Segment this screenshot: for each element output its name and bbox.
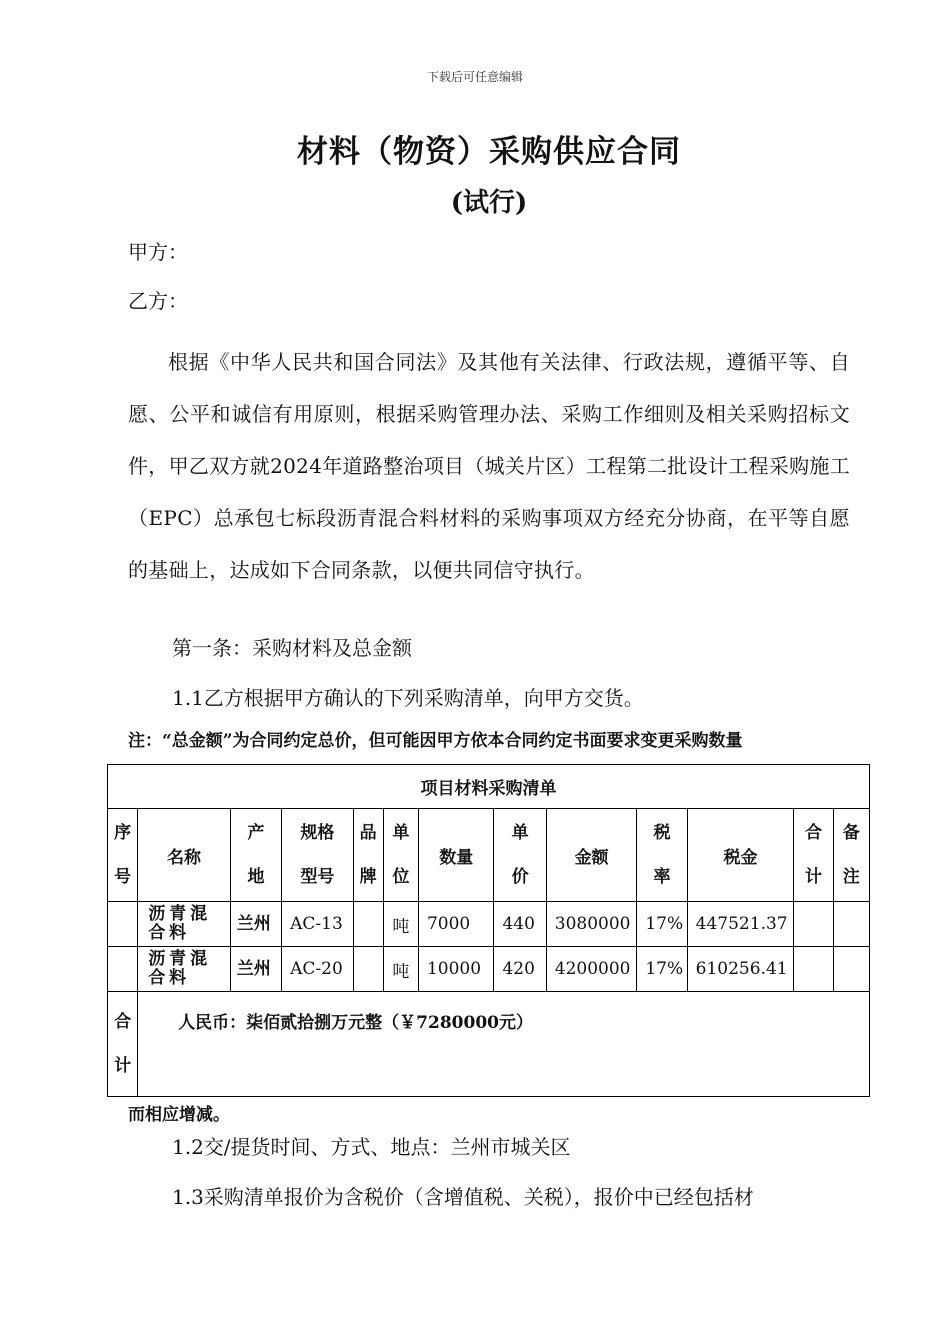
cell-qty: 10000 xyxy=(418,947,493,992)
document-title: 材料（物资）采购供应合同 xyxy=(297,134,681,170)
article1-title: 第一条：采购材料及总金额 xyxy=(172,636,412,660)
total-value: 人民币：柒佰贰拾捌万元整（￥7280000元） xyxy=(138,992,870,1097)
intro-paragraph: 根据《中华人民共和国合同法》及其他有关法律、行政法规，遵循平等、自愿、公平和诚信有用原则，根据采购管理办法、采购工作细则及相关采购招标文件，甲乙双方就2024年道路整治项目（城关片区）工程第二批设计工程采购施工（EPC）总承包七标段沥青混合料材料的采购事项双方经充分协商，在平等自愿的基础上，达成如下合同条款，以便共同信守执行。 xyxy=(128,350,850,582)
cell-amount: 3080000 xyxy=(546,902,637,947)
document-subtitle: (试行) xyxy=(450,188,528,218)
cell-spec: AC-13 xyxy=(282,902,353,947)
cell-price: 440 xyxy=(494,902,546,947)
note-text: 注：“总金额”为合同约定总价，但可能因甲方依本合同约定书面要求变更采购数量 xyxy=(128,731,743,751)
table-total-row xyxy=(108,992,870,1097)
header-spec: 规格 型号 xyxy=(282,809,353,902)
cell-unit: 吨 xyxy=(383,902,418,947)
table-title: 项目材料采购清单 xyxy=(108,765,870,809)
cell-seq xyxy=(108,947,138,992)
cell-seq xyxy=(108,902,138,947)
table-row xyxy=(108,902,870,947)
cell-tax-rate: 17% xyxy=(637,902,687,947)
cell-remark xyxy=(833,902,869,947)
cell-tax: 447521.37 xyxy=(687,902,794,947)
header-remark: 备 注 xyxy=(833,809,869,902)
cell-amount: 4200000 xyxy=(546,947,637,992)
total-label: 合 计 xyxy=(108,992,138,1097)
cell-brand xyxy=(353,947,383,992)
cell-origin: 兰州 xyxy=(230,902,281,947)
clause-1-2: 1.2交/提货时间、方式、地点：兰州市城关区 xyxy=(172,1135,571,1159)
cell-name: 沥青混合料 xyxy=(138,947,231,992)
header-tax: 税金 xyxy=(687,809,794,902)
cell-brand xyxy=(353,902,383,947)
cell-subtotal xyxy=(794,947,833,992)
header-amount: 金额 xyxy=(546,809,637,902)
header-name: 名称 xyxy=(138,809,231,902)
note-continuation: 而相应增减。 xyxy=(128,1105,230,1125)
clause-1-3: 1.3采购清单报价为含税价（含增值税、关税），报价中已经包括材 xyxy=(172,1185,754,1209)
header-note: 下载后可任意编辑 xyxy=(426,70,523,84)
header-tax-rate: 税 率 xyxy=(637,809,687,902)
cell-subtotal xyxy=(794,902,833,947)
header-origin: 产 地 xyxy=(230,809,281,902)
cell-origin: 兰州 xyxy=(230,947,281,992)
party-b-label: 乙方： xyxy=(128,289,188,313)
header-subtotal: 合 计 xyxy=(794,809,833,902)
cell-unit: 吨 xyxy=(383,947,418,992)
table-header-row xyxy=(108,809,870,902)
cell-remark xyxy=(833,947,869,992)
purchase-list-table xyxy=(107,764,870,1097)
cell-price: 420 xyxy=(494,947,546,992)
header-price: 单 价 xyxy=(494,809,546,902)
cell-qty: 7000 xyxy=(418,902,493,947)
header-unit: 单 位 xyxy=(383,809,418,902)
header-seq: 序 号 xyxy=(108,809,138,902)
cell-tax: 610256.41 xyxy=(687,947,794,992)
header-brand: 品 牌 xyxy=(353,809,383,902)
header-qty: 数量 xyxy=(418,809,493,902)
cell-name: 沥青混合料 xyxy=(138,902,231,947)
party-a-label: 甲方： xyxy=(128,240,188,264)
clause-1-1: 1.1乙方根据甲方确认的下列采购清单，向甲方交货。 xyxy=(172,686,644,710)
cell-spec: AC-20 xyxy=(282,947,353,992)
cell-tax-rate: 17% xyxy=(637,947,687,992)
table-row xyxy=(108,947,870,992)
